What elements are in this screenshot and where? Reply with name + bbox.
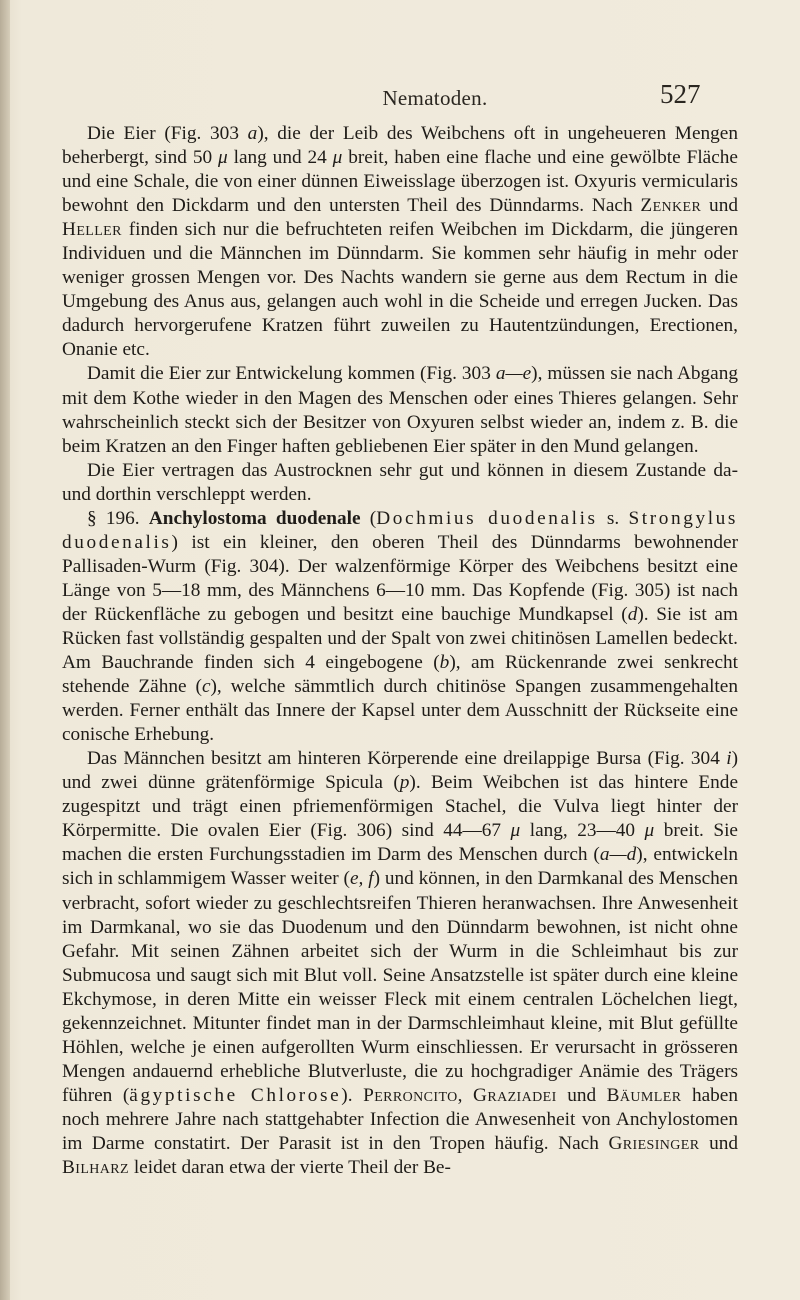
figure-ref-letter: i [726, 748, 732, 770]
paragraph-2 [62, 362, 738, 458]
text-run: ), am Rückenrande zwei senkrecht stehende Zähne ( [62, 652, 738, 698]
text-run: Damit die Eier zur Entwickelung kommen (Fig. 303 [87, 363, 496, 385]
text-run: ) ist ein kleiner, den oberen Theil des Dünndarms bewohnender Pallisaden-Wurm (Fig. 304). Der walzenförmige Körper des Weibchens besitzt eine Länge von 5—18 mm, des Männchens 6—10 mm. Das Kopfende (Fig. 305) ist nach der Rückenfläche zu gebogen und besitzt eine bauchige Mundkapsel ( [62, 531, 738, 625]
paragraph-5 [62, 747, 738, 1180]
text-run: ). Beim Weibchen ist das hintere Ende zugespitzt und trägt einen pfriemenförmigen Stachel, die Vulva liegt hinter der Körpermitte. Die ovalen Eier (Fig. 306) sind 44—67 [62, 772, 738, 842]
text-run: ) und zwei dünne grätenförmige Spicula ( [62, 748, 738, 794]
author-name: Bäumler [606, 1084, 682, 1106]
section-number: § 196. [87, 507, 149, 529]
figure-ref-letter: e, f [349, 868, 374, 890]
text-run: ), die der Leib des Weibchens oft in ungeheueren Mengen beherbergt, sind 50 [62, 123, 738, 169]
author-name: Heller [62, 219, 122, 241]
text-run: , [457, 1084, 474, 1106]
figure-ref-letter: a [247, 123, 258, 144]
paragraph-1 [62, 122, 738, 362]
text-run: ), müssen sie nach Abgang mit dem Kothe wieder in den Magen des Menschen oder eines Thieres gelangen. Sehr wahrscheinlich steckt sich der Besitzer von Oxyuren selbst wieder an, indem z. B. die beim Kratzen an den Finger haften gebliebenen Eier später in den Mund gelangen. [62, 363, 738, 457]
text-run: lang und 24 [227, 147, 333, 169]
body-text [62, 122, 738, 1180]
figure-ref-letter: c [201, 676, 211, 698]
page-header [0, 66, 800, 110]
synonym-spaced: Dochmius duodenalis [376, 507, 598, 529]
page-gutter-shadow [0, 0, 10, 1300]
species-name-bold: Anchylostoma duodenale [148, 507, 361, 529]
text-run: lang, 23—40 [520, 820, 645, 842]
figure-ref-letter: p [399, 772, 410, 794]
author-name: Perroncito [363, 1084, 458, 1106]
text-run: breit, haben eine flache und eine gewölbte Fläche und eine Schale, die von einer dünnen Eiweisslage überzogen ist. Oxyuris vermicularis bewohnt den Dickdarm und den untersten Theil des Dünndarms. Nach [62, 147, 738, 217]
unit-micron: μ [644, 820, 655, 842]
figure-ref-letter: a—d [599, 844, 637, 866]
paragraph-4-section-196 [62, 507, 738, 747]
text-run: Das Männchen besitzt am hinteren Körperende eine dreilappige Bursa (Fig. 304 [87, 748, 727, 770]
text-run: finden sich nur die befruchteten reifen Weibchen im Dickdarm, die jüngeren Individuen und die Männchen im Dünndarm. Sie kommen sehr häufig in mehr oder weniger grossen Mengen vor. Des Nachts wandern sie gerne aus dem Rectum in die Umgebung des Anus aus, gelangen auch wohl in die Scheide und erregen Jucken. Das dadurch hervorgerufene Kratzen führt zuweilen zu Hautentzündungen, Erectionen, Onanie etc. [62, 219, 738, 361]
running-head-title: Nematoden. [382, 86, 488, 110]
figure-ref-letter: b [439, 652, 450, 674]
author-name: Graziadei [473, 1084, 557, 1106]
text-run: ). Sie ist am Rücken fast vollständig gespalten und der Spalt von zwei chitinösen Lamellen bedeckt. Am Bauchrande finden sich 4 eingebogene ( [62, 603, 738, 674]
text-run: ), entwickeln sich in schlammigem Wasser weiter ( [62, 844, 738, 890]
text-run: ), welche sämmtlich durch chitinöse Spangen zusammengehalten werden. Ferner enthält das Innere der Kapsel unter dem Ausschnitt der Rückseite eine conische Erhebung. [62, 676, 738, 746]
text-run: und [556, 1084, 607, 1106]
text-run: ( [360, 507, 377, 529]
author-name: Zenker [640, 195, 702, 217]
figure-ref-letter: d [627, 603, 638, 625]
text-run: und [701, 195, 738, 217]
unit-micron: μ [510, 820, 521, 842]
text-run: s. [597, 507, 629, 529]
text-run: ). [341, 1084, 364, 1106]
disease-name-spaced: ägyptische Chlorose [129, 1084, 342, 1106]
text-run: leidet daran etwa der vierte Theil der Be- [129, 1157, 451, 1179]
text-run: breit. Sie machen die ersten Furchungsstadien im Darm des Menschen durch ( [62, 820, 738, 866]
author-name: Griesinger [608, 1132, 700, 1154]
page-number: 527 [660, 79, 701, 109]
author-name: Bilharz [62, 1157, 129, 1179]
unit-micron: μ [218, 147, 228, 169]
text-run: Die Eier (Fig. 303 [87, 123, 248, 144]
synonym-spaced: Strongylus duodenalis [62, 507, 739, 553]
text-run: Die Eier vertragen das Austrocknen sehr gut und können in diesem Zustande da- und dorthin verschleppt werden. [62, 459, 738, 505]
paragraph-3 [62, 459, 738, 507]
text-run: haben noch mehrere Jahre nach stattgehabter Infection die Anwesenheit von Anchylostomen im Darme constatirt. Der Parasit ist in den Tropen häufig. Nach [62, 1084, 739, 1154]
text-run: und [699, 1132, 738, 1154]
unit-micron: μ [332, 147, 343, 169]
text-run: ) und können, in den Darmkanal des Menschen verbracht, sofort wieder zu geschlechtsreifen Thieren heranwachsen. Ihre Anwesenheit im Darmkanal, wo sie das Duodenum und den Dünndarm bewohnen, ist nicht ohne Gefahr. Mit seinen Zähnen arbeitet sich der Wurm in die Schleimhaut bis zur Submucosa und saugt sich mit Blut voll. Seine Ansatzstelle ist später durch eine kleine Ekchymose, in deren Mitte ein weisser Fleck mit einem centralen Löchelchen liegt, gekennzeichnet. Mitunter findet man in der Darmschleimhaut kleine, mit Blut gefüllte Höhlen, welche je einen aufgerollten Wurm einschliessen. Er verursacht in grösseren Mengen andauernd erhebliche Blutverluste, die zu hochgradiger Anämie des Trägers führen ( [62, 868, 738, 1106]
figure-ref-letter: a—e [495, 363, 532, 385]
